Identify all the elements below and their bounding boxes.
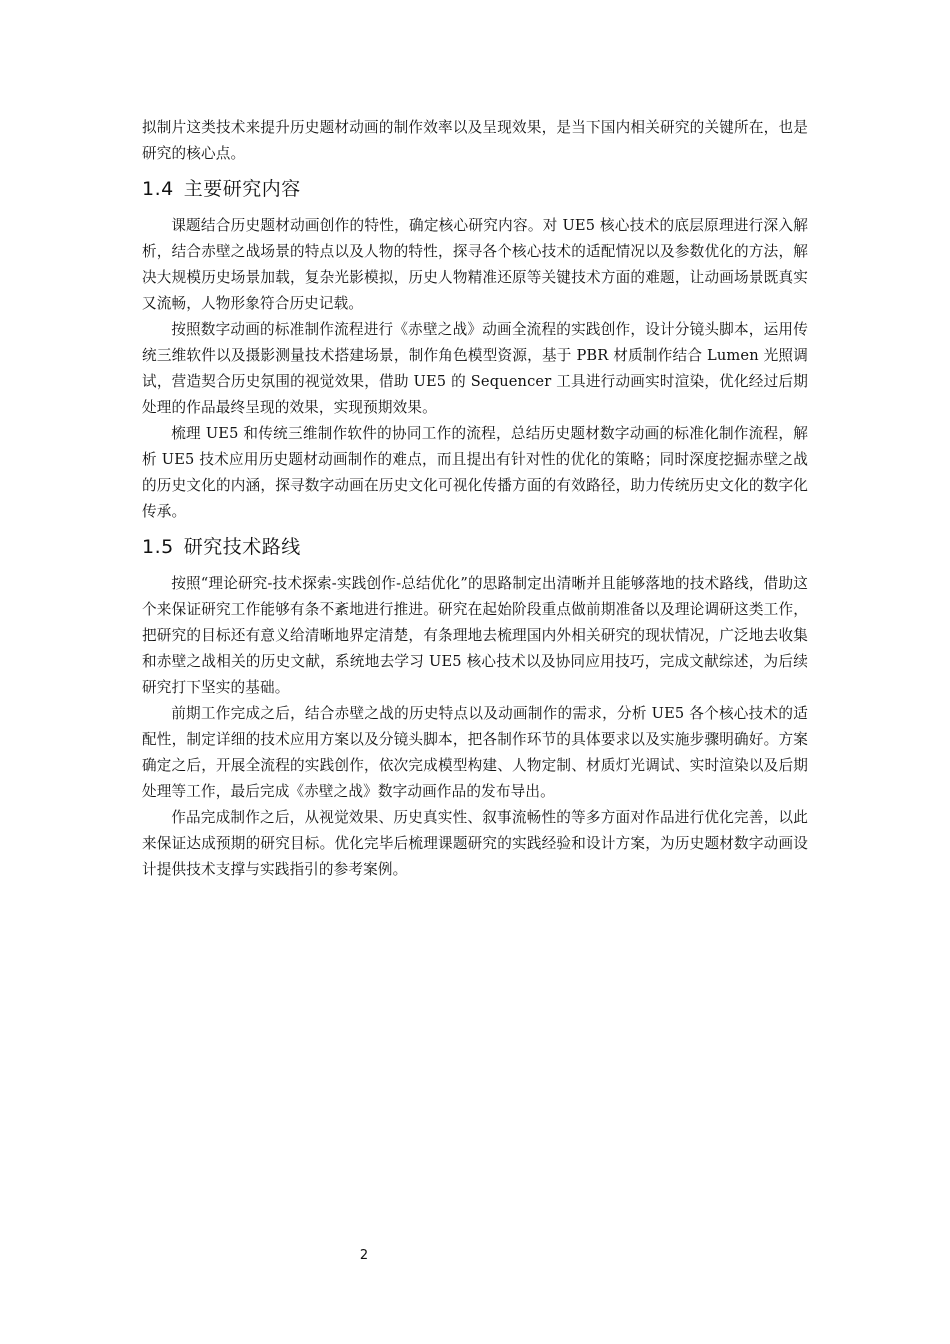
body-paragraph: 作品完成制作之后，从视觉效果、历史真实性、叙事流畅性的等多方面对作品进行优化完善，以此来保证达成预期的研究目标。优化完毕后梳理课题研究的实践经验和设计方案，为历史题材数字动画设计提供技术支撑与实践指引的参考案例。 bbox=[142, 809, 808, 878]
section-title: 主要研究内容 bbox=[183, 178, 301, 200]
body-paragraph: 课题结合历史题材动画创作的特性，确定核心研究内容。对 UE5 核心技术的底层原理进行深入解析，结合赤壁之战场景的特点以及人物的特性，探寻各个核心技术的适配情况以及参数优化的方法，解决大规模历史场景加载，复杂光影模拟，历史人物精准还原等关键技术方面的难题，让动画场景既真实又流畅，人物形象符合历史记载。 bbox=[142, 217, 808, 312]
section-number: 1.4 bbox=[142, 178, 174, 200]
body-paragraph: 按照“理论研究-技术探索-实践创作-总结优化”的思路制定出清晰并且能够落地的技术路线，借助这个来保证研究工作能够有条不紊地进行推进。研究在起始阶段重点做前期准备以及理论调研这类工作，把研究的目标还有意义给清晰地界定清楚，有条理地去梳理国内外相关研究的现状情况，广泛地去收集和赤壁之战相关的历史文献，系统地去学习 UE5 核心技术以及协同应用技巧，完成文献综述，为后续研究打下坚实的基础。 bbox=[142, 575, 808, 696]
section-title: 研究技术路线 bbox=[183, 536, 301, 558]
body-paragraph: 按照数字动画的标准制作流程进行《赤壁之战》动画全流程的实践创作，设计分镜头脚本，运用传统三维软件以及摄影测量技术搭建场景，制作角色模型资源，基于 PBR 材质制作结合 Lumen 光照调试，营造契合历史氛围的视觉效果，借助 UE5 的 Sequencer 工具进行动画实时渲染，优化经过后期处理的作品最终呈现的效果，实现预期效果。 bbox=[142, 321, 808, 416]
page-body bbox=[142, 115, 808, 883]
body-paragraph: 梳理 UE5 和传统三维制作软件的协同工作的流程，总结历史题材数字动画的标准化制作流程，解析 UE5 技术应用历史题材动画制作的难点，而且提出有针对性的优化的策略；同时深度挖掘赤壁之战的历史文化的内涵，探寻数字动画在历史文化可视化传播方面的有效路径，助力传统历史文化的数字化传承。 bbox=[142, 425, 808, 520]
section-number: 1.5 bbox=[142, 536, 174, 558]
continued-paragraph: 拟制片这类技术来提升历史题材动画的制作效率以及呈现效果，是当下国内相关研究的关键所在，也是研究的核心点。 bbox=[142, 119, 808, 162]
section-heading-1-4 bbox=[142, 171, 808, 207]
body-paragraph: 前期工作完成之后，结合赤壁之战的历史特点以及动画制作的需求，分析 UE5 各个核心技术的适配性，制定详细的技术应用方案以及分镜头脚本，把各制作环节的具体要求以及实施步骤明确好。方案确定之后，开展全流程的实践创作，依次完成模型构建、人物定制、材质灯光调试、实时渲染以及后期处理等工作，最后完成《赤壁之战》数字动画作品的发布导出。 bbox=[142, 705, 808, 800]
section-heading-1-5 bbox=[142, 529, 808, 565]
page-number: 2 bbox=[359, 1248, 369, 1263]
